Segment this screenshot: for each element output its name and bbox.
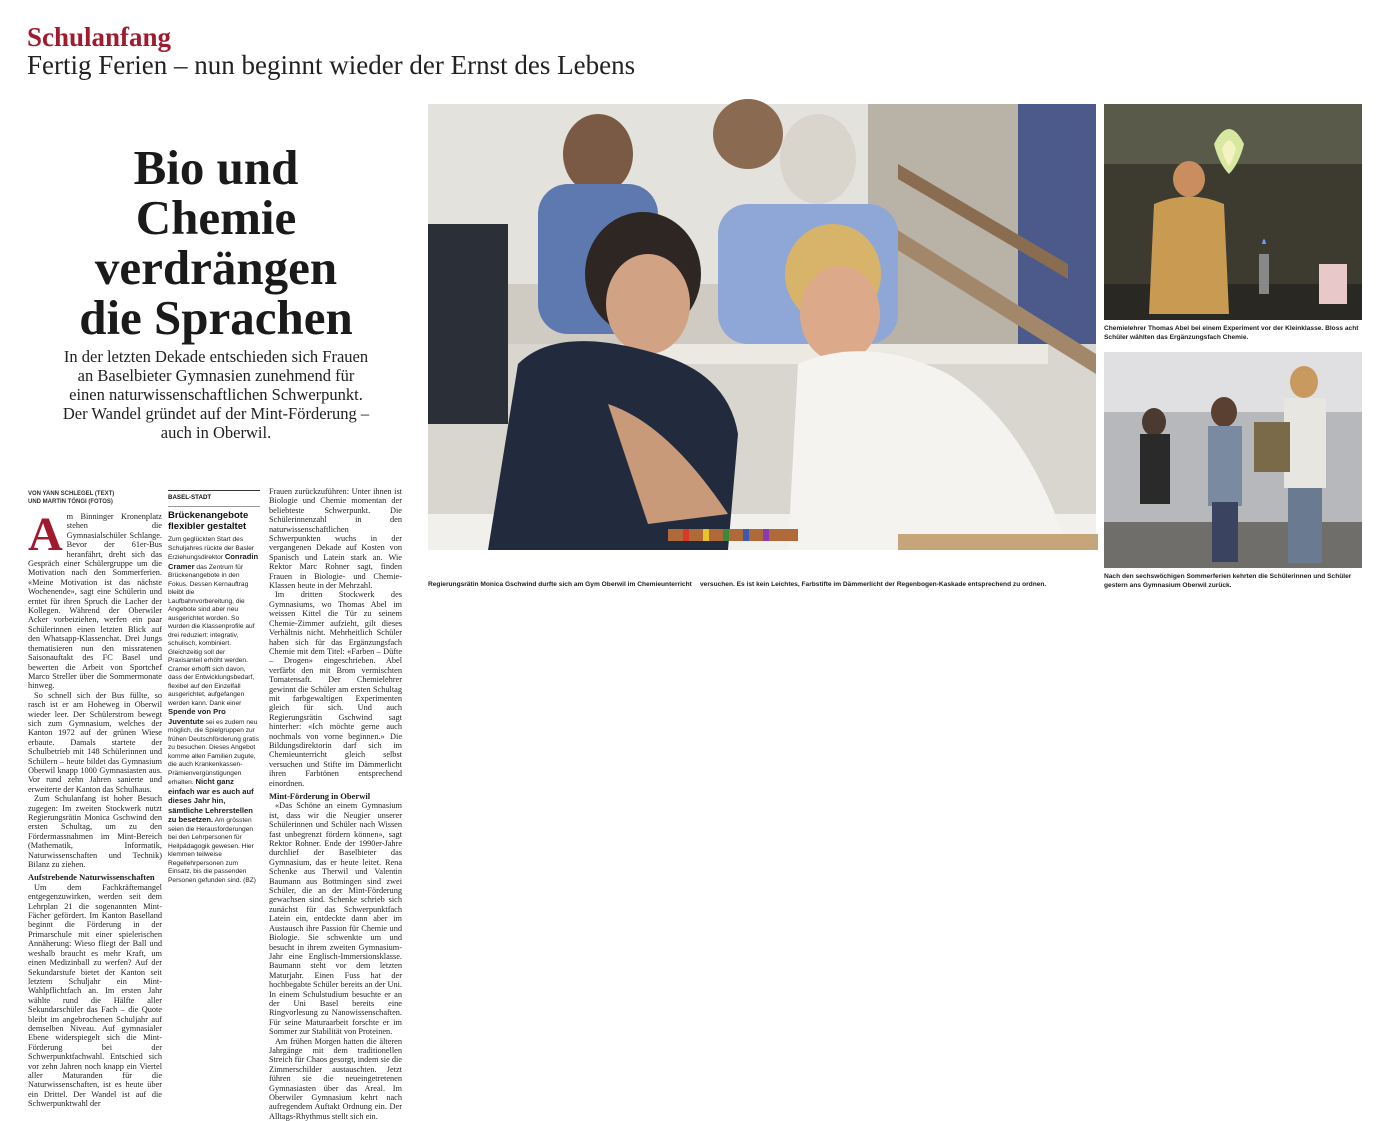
box-text-part: Am grössten seien die Herausforderungen bei den Lehrpersonen für Heilpädagogik gewesen. Hier klemmen teilweise Regellehrpersonen zum Einsatz, bis die passenden Personen gefunden sind. (BZ) <box>168 817 256 884</box>
section-kicker: Fertig Ferien – nun beginnt wieder der Ernst des Lebens <box>27 50 636 80</box>
subheading: Aufstrebende Naturwissenschaften <box>28 872 155 883</box>
paragraph: m Binninger Kronenplatz stehen die Gymnasialschüler Schlange. Bevor der 61er-Bus heranfährt, dreht sich das Gespräch einer Schülergruppe um die Motivation nach den Sommerferien. «Meine Motivation ist das nächste Wochenende», sagt eine Schülerin und erntet für ihren Spruch die Lacher der Kollegen. Während der Oberwiler Acker vorbeiziehen, werfen ein paar Schülerinnen einen letzten Blick auf den Whatsapp-Klassenchat. Drei Jungs thematisieren nun den missratenen Saisonauftakt des FC Basel und bewerten die Arbeit von Sportchef Marco Streller über die Sommermonate hinweg. <box>28 512 162 691</box>
hallway-caption: Nach den sechswöchigen Sommerferien kehrten die Schülerinnen und Schüler gestern ans Gymnasium Oberwil zurück. <box>1104 573 1352 589</box>
byline-text: VON YANN SCHLEGEL (TEXT) <box>28 491 115 497</box>
drop-cap: A <box>28 508 63 561</box>
box-text-part: das Zentrum für Brückenangebote in den Fokus. Dessen Kernauftrag bleibt die Laufbahnvorbereitung, die Angebote sind aber neu ausgerichtet worden. So wurden die Klassenprofile auf drei reduziert: integrativ, schulisch, kombiniert. Gleichzeitig soll der Praxisanteil erhöht werden. Cramer erhofft sich davon, dass der Entwicklungsbedarf, flexibel auf den Einzelfall ausgerichtet, aufgefangen werden kann. Dank einer <box>168 563 255 707</box>
paragraph: Im dritten Stockwerk des Gymnasiums, wo Thomas Abel im weissen Kittel die Tür zu seinem Chemie-Zimmer aufzieht, gilt dieses Verhältnis nicht. Mehrheitlich Schüler haben sich für das Ergänzungsfach Chemie mit dem Titel: «Farben – Düfte – Drogen» eingeschrieben. Abel verfärbt den mit Brom vermischten Tomatensaft. Der Chemielehrer gewinnt die Schüler am ersten Schultag mit farbgewaltigen Experimenten gleich für sich. Und auch Regierungsrätin Gschwind sagt hinterher: «Ich möchte gerne auch nochmals von vorne beginnen.» Die Bildungsdirektorin darf sich im Chemieunterricht gleich selbst versuchen und Stifte im Dämmerlicht ihren Farbtönen entsprechend einordnen. <box>269 590 402 788</box>
main-photo-caption-left: Regierungsrätin Monica Gschwind durfte sich am Gym Oberwil im Chemieunterricht <box>428 581 692 588</box>
box-text-part: Zum geglückten Start des Schuljahres rückte der Basler Erziehungsdirektor <box>168 536 255 561</box>
box-text <box>168 536 260 885</box>
box-tag: BASEL-STADT <box>168 494 212 501</box>
paragraph: «Das Schöne an einem Gymnasium ist, dass wir die Neugier unserer Schülerinnen und Schüler nach Wissen fast unbegrenzt fördern können», sagt Rektor Rohner. Ende der 1990er-Jahre durchlief der Baselbieter das Gymnasium, das er heute leitet. Rena Schenke aus Therwil und Valentin Baumann aus Bottmingen sind zwei Schüler, die an der Mint-Förderung gewachsen sind. Schenke schrieb sich zunächst für das Schwerpunktfach Latein ein, entdeckte dann aber im Austausch ihre Passion für Chemie und Biologie. Sie schwenkte um und besucht in ihrem zweiten Gymnasium-Jahr eine Englisch-Immersionsklasse. Baumann steht vor dem letzten Maturjahr. Einen Fuss hat der hochbegabte Schüler bereits an der Uni. In einem Schulstudium besuchte er an der Uni Basel bereits eine Ringvorlesung zu Nanowissenschaften. Für seine Maturaarbeit forschte er im Sommer zur Stabilität von Proteinen. <box>269 801 402 1037</box>
headline-line: Bio und <box>133 140 299 195</box>
subheading: Mint-Förderung in Oberwil <box>269 791 371 801</box>
main-photo-caption-right: versuchen. Es ist kein Leichtes, Farbstifte im Dämmerlicht der Regenbogen-Kaskade entsprechend zu ordnen. <box>700 581 1047 588</box>
photo-school-hallway <box>1104 352 1362 568</box>
byline-photos: UND MARTIN TÖNGI (FOTOS) <box>28 499 113 505</box>
headline-line: Chemie <box>135 190 297 245</box>
paragraph: Frauen zurückzuführen: Unter ihnen ist Biologie und Chemie momentan der beliebteste Schwerpunkt. Die Schülerinnenzahl in den naturwissenschaftlichen Schwerpunkten wuchs in der vergangenen Dekade auf Kosten von Spanisch und Latein stark an. Wie Rektor Marc Rohner sagt, finden Frauen in Biologie- und Chemie-Klassen heute in der Mehrzahl. <box>269 487 402 591</box>
article-column-3 <box>269 487 402 1121</box>
headline <box>40 140 392 345</box>
lead-paragraph: In der letzten Dekade entschieden sich Frauen an Baselbieter Gymnasien zunehmend für einen naturwissenschaftlichen Schwerpunkt. Der Wandel gründet auf der Mint-Förderung – auch in Oberwil. <box>62 347 370 442</box>
headline-line: verdrängen <box>94 240 338 295</box>
chemistry-caption: Chemielehrer Thomas Abel bei einem Experiment vor der Kleinklasse. Bloss acht Schüler wählten das Ergänzungsfach Chemie. <box>1104 325 1359 341</box>
box-emphasis: Spende von Pro Juventute <box>168 707 226 726</box>
paragraph: Am frühen Morgen hatten die älteren Jahrgänge mit dem traditionellen Streich für Chaos gesorgt, indem sie die Zimmerschilder austauschten. Jetzt führen sie die neueingetretenen Gymnasiasten über das Areal. Im Oberwiler Gymnasium kehrt nach aufregendem Auftakt Ordnung ein. Der Alltags-Rhythmus stellt sich ein. <box>269 1036 402 1121</box>
box-emphasis: Nicht ganz einfach war es auch auf dieses Jahr hin, sämtliche Lehrerstellen zu besetzen. <box>168 777 254 824</box>
byline <box>28 490 160 506</box>
article-column-1 <box>28 508 162 1109</box>
section-rubric: Schulanfang <box>27 22 172 52</box>
paragraph: So schnell sich der Bus füllte, so rasch ist er am Hoheweg in Oberwil wieder leer. Der Schülerstrom bewegt sich zum Gymnasium, welches der Kanton 1972 auf der grünen Wiese erbaute. Damals startete der Schulbetrieb mit 148 Schülerinnen und Schülern – heute bildet das Gymnasium Oberwil knapp 1000 Gymnasiasten aus. Vor rund zehn Jahren sanierte und erweiterte der Kanton das Schulhaus. <box>28 690 162 794</box>
box-emphasis: Conradin Cramer <box>168 552 259 571</box>
box-text-part: sei es zudem neu möglich, die Spielgruppen zur frühen Deutschförderung gratis zu besuchen. Dieses Angebot komme allen Familien zugute, die auch Krankenkassen-Prämienvergünstigungen erhalten. <box>168 718 259 786</box>
headline-line: die Sprachen <box>79 290 353 345</box>
box-title: Brückenangebote flexibler gestaltet <box>168 506 260 532</box>
paragraph: Zum Schulanfang ist hoher Besuch zugegen: Im zweiten Stockwerk nutzt Regierungsrätin Monica Gschwind den ersten Schultag, um zu den Fördermassnahmen im Mint-Bereich (Mathematik, Informatik, Naturwissenschaften und Technik) Bilanz zu ziehen. <box>28 794 162 870</box>
photo-chemistry-experiment <box>1104 104 1362 320</box>
sidebar-box <box>168 490 260 884</box>
main-photo-classroom <box>428 104 1096 550</box>
paragraph: Um dem Fachkräftemangel entgegenzuwirken, werden seit dem Lehrplan 21 die sogenannten Mint-Fächer gefördert. Im Kanton Baselland beginnt die Förderung in der Primarschule mit einer spielerischen Annäherung: Wieso fliegt der Ball und weshalb braucht es mehr Kraft, um einen Medizinball zu werfen? Auf der Sekundarstufe bietet der Kanton seit letztem Schuljahr ein Mint-Wahlpflichtfach an. Im ersten Jahr wählte rund die Hälfte aller Sekundarschüler das Fach – die Quote bleibt im angebrochenen Schuljahr auf demselben Niveau. Auf gymnasialer Ebene widerspiegelt sich die Mint-Förderung bei der Schwerpunktfachwahl. Entschied sich vor zehn Jahren noch knapp ein Viertel aller Maturanden für die Naturwissenschaften, ist es heute über ein Drittel. Der Wandel ist auf die Schwerpunktwahl der <box>28 882 162 1109</box>
